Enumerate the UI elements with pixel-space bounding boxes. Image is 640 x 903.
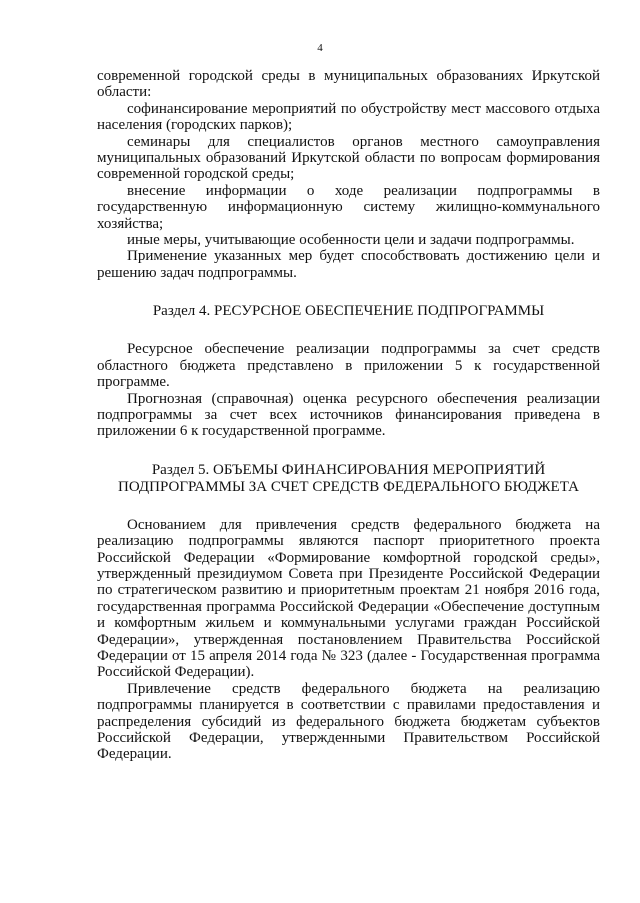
section-4-heading: Раздел 4. РЕСУРСНОЕ ОБЕСПЕЧЕНИЕ ПОДПРОГРАММЫ <box>152 303 545 320</box>
page-number: 4 <box>317 42 323 54</box>
section-5-heading <box>97 462 600 496</box>
section-5-heading-line: Раздел 5. ОБЪЕМЫ ФИНАНСИРОВАНИЯ МЕРОПРИЯТИЙ <box>151 461 546 478</box>
list-item-seminars: семинары для специалистов органов местного самоуправления муниципальных образований Иркутской области по вопросам формирования современной городской среды; <box>97 133 600 183</box>
page-content <box>97 68 600 763</box>
section-5-paragraph: Основанием для привлечения средств федерального бюджета на реализацию подпрограммы являются паспорт приоритетного проекта Российской Федерации «Формирование комфортной городской среды», утвержденный президиумом Совета при Президенте Российской Федерации по стратегическом развитию и приоритетным проектам 21 ноября 2016 года, государственная программа Российской Федерации «Обеспечение доступным и комфортным жильем и коммунальными услугами граждан Российской Федерации», утвержденная постановлением Правительства Российской Федерации от 15 апреля 2014 года № 323 (далее - Государственная программа Российской Федерации). <box>97 516 600 681</box>
section-4-paragraph: Ресурсное обеспечение реализации подпрограммы за счет средств областного бюджета представлено в приложении 5 к государственной программе. <box>97 341 600 391</box>
section-5-paragraph: Привлечение средств федерального бюджета на реализацию подпрограммы планируется в соответствии с правилами предоставления и распределения субсидий из федерального бюджета бюджетам субъектов Российской Федерации, утвержденными Правительством Российской Федерации. <box>97 680 600 763</box>
paragraph-continuation: современной городской среды в муниципальных образованиях Иркутской области: <box>97 68 600 101</box>
list-item-information: внесение информации о ходе реализации подпрограммы в государственную информационную систему жилищно-коммунального хозяйства; <box>97 182 600 232</box>
section-5-heading-line: ПОДПРОГРАММЫ ЗА СЧЕТ СРЕДСТВ ФЕДЕРАЛЬНОГО БЮДЖЕТА <box>118 478 579 495</box>
section-4-paragraph: Прогнозная (справочная) оценка ресурсного обеспечения реализации подпрограммы за счет всех источников финансирования приведена в приложении 6 к государственной программе. <box>97 390 600 440</box>
list-item-other-measures: иные меры, учитывающие особенности цели и задачи подпрограммы. <box>127 232 575 249</box>
paragraph-measures-application: Применение указанных мер будет способствовать достижению цели и решению задач подпрограммы. <box>97 248 600 281</box>
list-item-cofinancing: софинансирование мероприятий по обустройству мест массового отдыха населения (городских парков); <box>97 100 600 134</box>
